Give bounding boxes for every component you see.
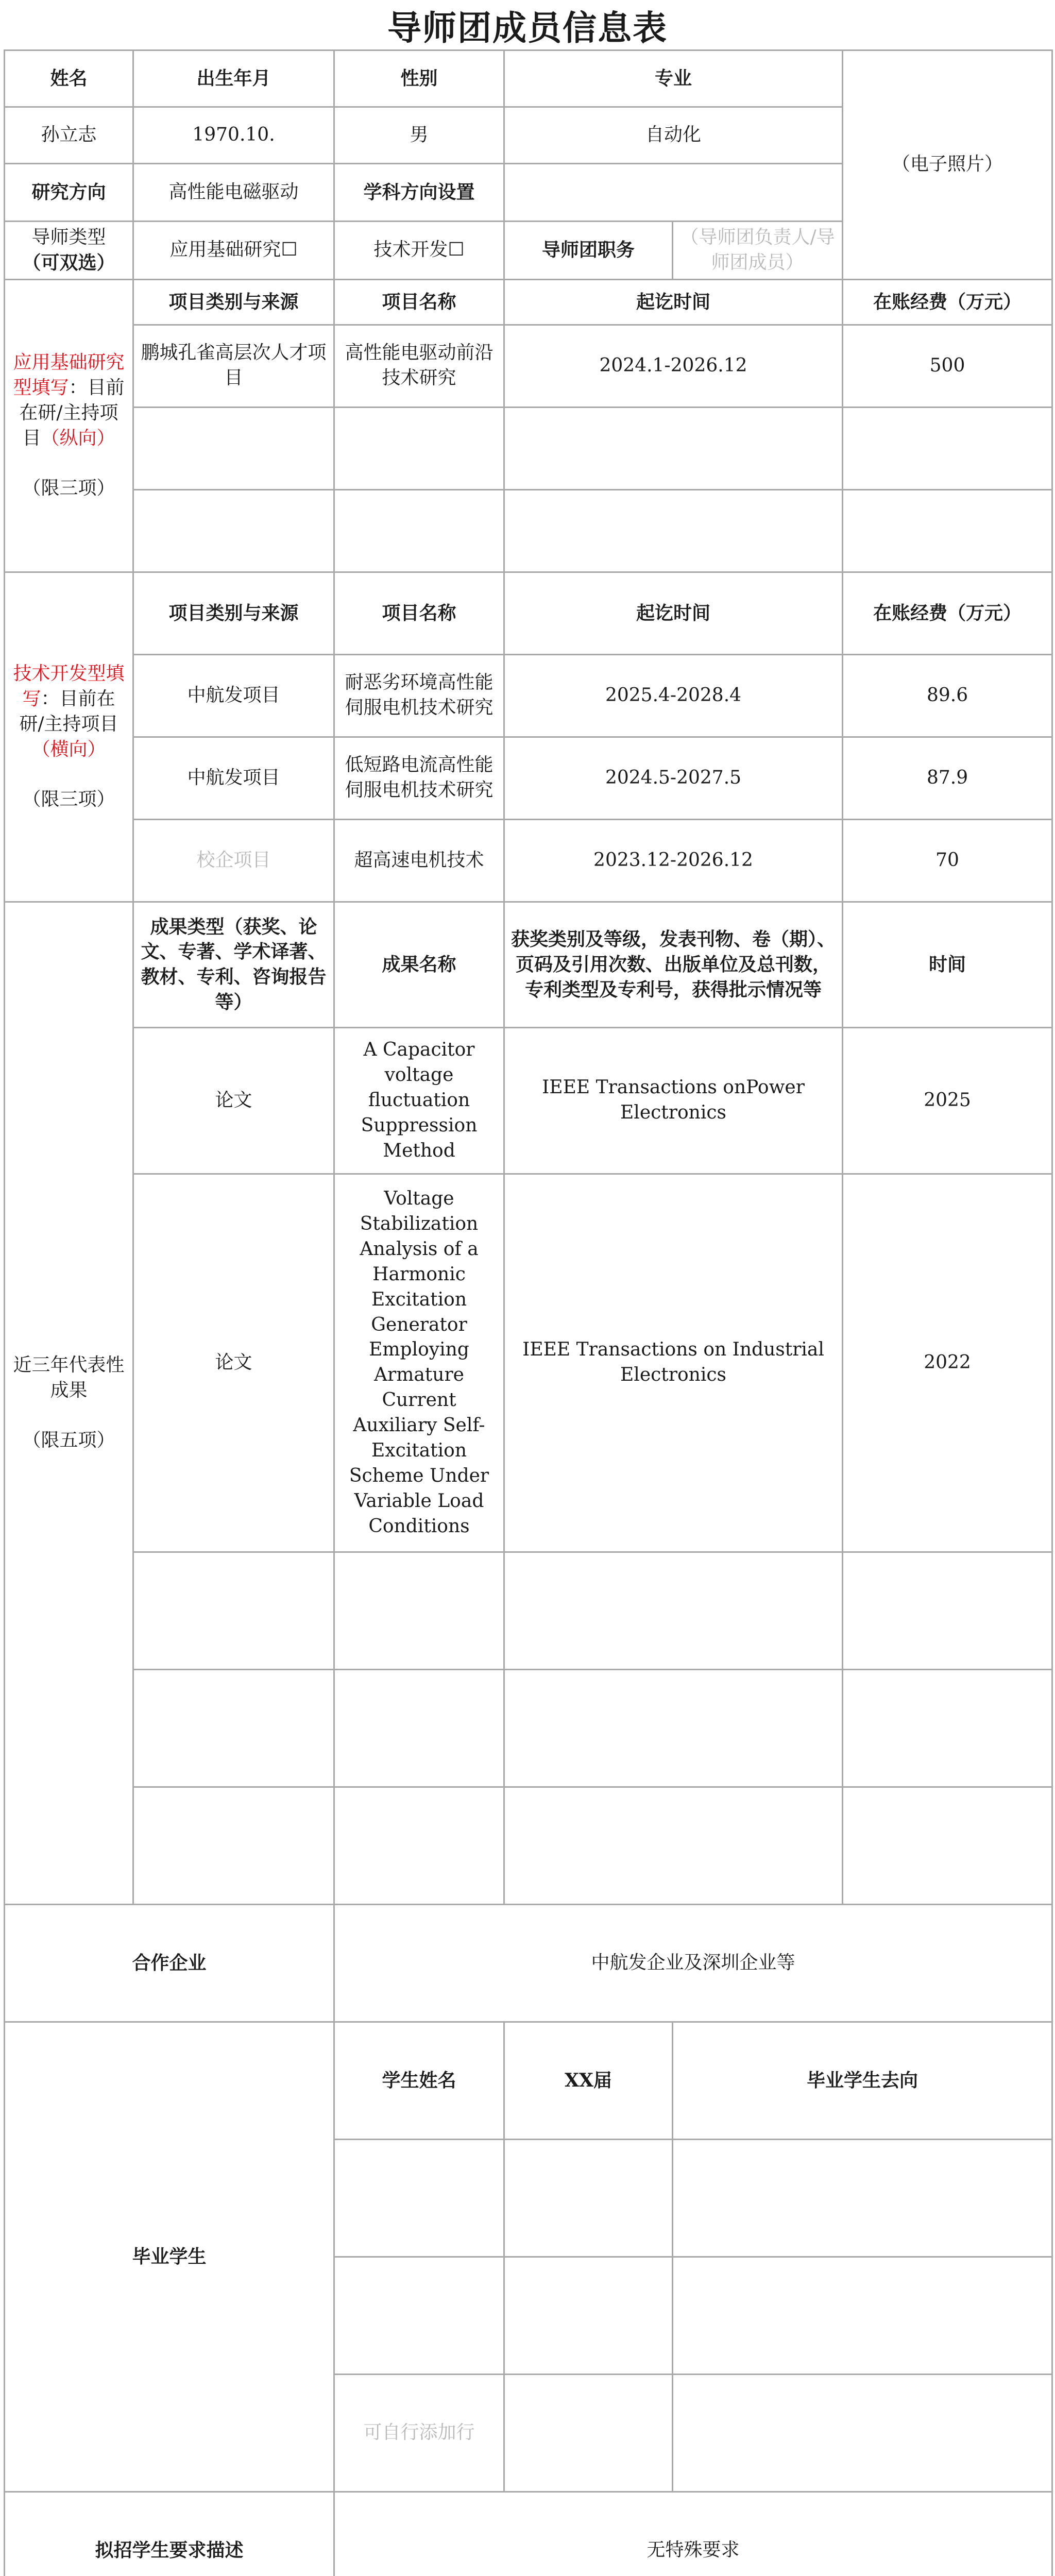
achievement2-name: Voltage Stabilization Analysis of a Harmonic Excitation Generator Employing Armature Current Auxiliary Self-Excitation Scheme Under Variable Load Conditions	[334, 1174, 504, 1552]
graduates-add-row-hint[interactable]: 可自行添加行	[334, 2374, 504, 2492]
graduates-header-class: XX届	[504, 2022, 673, 2139]
tech-side-red: 技术开发型填写	[13, 663, 125, 709]
applied-header-name: 项目名称	[334, 279, 504, 325]
major-value: 自动化	[504, 107, 843, 164]
achievements-header-name: 成果名称	[334, 902, 504, 1027]
tech-header-source: 项目类别与来源	[133, 572, 334, 654]
option-tech-checkbox[interactable]: 技术开发☐	[334, 222, 504, 280]
applied-side-limit: （限三项）	[22, 477, 115, 499]
tech-side-red2: （横向）	[31, 738, 106, 760]
applied-row1-funds: 500	[843, 325, 1052, 407]
achievements-header-year: 时间	[843, 902, 1052, 1027]
graduate3-class[interactable]	[504, 2374, 673, 2492]
applied-projects-side-label	[5, 279, 133, 572]
requirements-label: 拟招学生要求描述	[5, 2492, 334, 2576]
table-row	[5, 1174, 1052, 1552]
achievements-header-type: 成果类型（获奖、论文、专著、学术译著、教材、专利、咨询报告等）	[133, 902, 334, 1027]
achievement5-type[interactable]	[133, 1787, 334, 1904]
applied-row2-name[interactable]	[334, 407, 504, 489]
table-row	[5, 1027, 1052, 1174]
table-row	[5, 654, 1052, 737]
table-row	[5, 737, 1052, 819]
applied-row3-period[interactable]	[504, 489, 843, 572]
mentor-role-placeholder[interactable]: （导师团负责人/导师团成员）	[673, 222, 843, 280]
applied-header-period: 起讫时间	[504, 279, 843, 325]
birth-value: 1970.10.	[133, 107, 334, 164]
tech-row3-funds: 70	[843, 819, 1052, 902]
tech-row1-funds: 89.6	[843, 654, 1052, 737]
table-row	[5, 407, 1052, 489]
tech-row1-source: 中航发项目	[133, 654, 334, 737]
research-direction-value: 高性能电磁驱动	[133, 164, 334, 222]
tech-header-period: 起讫时间	[504, 572, 843, 654]
tech-row2-name: 低短路电流高性能伺服电机技术研究	[334, 737, 504, 819]
achievements-side-text: 近三年代表性成果	[13, 1354, 125, 1401]
tech-side-black: 目前在研/主持项目	[19, 688, 118, 735]
achievement4-name[interactable]	[334, 1669, 504, 1787]
mentor-info-table	[4, 49, 1053, 2576]
tech-side-limit: （限三项）	[22, 788, 115, 810]
graduates-header-name: 学生姓名	[334, 2022, 504, 2139]
tech-row3-source: 校企项目	[133, 819, 334, 902]
tech-header-funds: 在账经费（万元）	[843, 572, 1052, 654]
tech-row2-source: 中航发项目	[133, 737, 334, 819]
mentor-role-label: 导师团职务	[504, 222, 673, 280]
tech-row1-name: 耐恶劣环境高性能伺服电机技术研究	[334, 654, 504, 737]
applied-row2-source[interactable]	[133, 407, 334, 489]
applied-row1-source: 鹏城孔雀高层次人才项目	[133, 325, 334, 407]
applied-row2-funds[interactable]	[843, 407, 1052, 489]
partner-label: 合作企业	[5, 1904, 334, 2022]
tech-side-colon: ：	[41, 688, 60, 709]
table-row	[5, 489, 1052, 572]
mentor-type-label-line1: 导师类型	[31, 227, 106, 248]
major-label: 专业	[504, 50, 843, 107]
graduate1-name[interactable]	[334, 2139, 504, 2257]
gender-label: 性别	[334, 50, 504, 107]
mentor-type-label	[5, 222, 133, 280]
achievement1-detail: IEEE Transactions onPower Electronics	[504, 1027, 843, 1174]
achievement2-type: 论文	[133, 1174, 334, 1552]
tech-projects-side-label	[5, 572, 133, 902]
table-row	[5, 819, 1052, 902]
discipline-value[interactable]	[504, 164, 843, 222]
achievement3-type[interactable]	[133, 1552, 334, 1669]
achievements-side-limit: （限五项）	[22, 1429, 115, 1451]
table-row	[5, 1552, 1052, 1669]
graduate1-class[interactable]	[504, 2139, 673, 2257]
tech-row1-period: 2025.4-2028.4	[504, 654, 843, 737]
option-applied-checkbox[interactable]: 应用基础研究☐	[133, 222, 334, 280]
achievement3-year[interactable]	[843, 1552, 1052, 1669]
applied-side-black: 目前在研/主持项目	[19, 377, 125, 449]
graduate1-destination[interactable]	[673, 2139, 1052, 2257]
birth-label: 出生年月	[133, 50, 334, 107]
graduate3-destination[interactable]	[673, 2374, 1052, 2492]
page-title: 导师团成员信息表	[387, 7, 668, 48]
graduates-label: 毕业学生	[5, 2022, 334, 2492]
achievement4-detail[interactable]	[504, 1669, 843, 1787]
applied-row3-source[interactable]	[133, 489, 334, 572]
achievement5-year[interactable]	[843, 1787, 1052, 1904]
applied-row3-name[interactable]	[334, 489, 504, 572]
name-label: 姓名	[5, 50, 133, 107]
applied-row2-period[interactable]	[504, 407, 843, 489]
achievement2-detail: IEEE Transactions on Industrial Electronics	[504, 1174, 843, 1552]
graduate2-destination[interactable]	[673, 2257, 1052, 2374]
table-row	[5, 325, 1052, 407]
gender-value: 男	[334, 107, 504, 164]
table-row	[5, 1669, 1052, 1787]
applied-side-colon: ：	[69, 377, 88, 398]
tech-row2-period: 2024.5-2027.5	[504, 737, 843, 819]
partner-value: 中航发企业及深圳企业等	[334, 1904, 1052, 2022]
applied-row3-funds[interactable]	[843, 489, 1052, 572]
applied-header-source: 项目类别与来源	[133, 279, 334, 325]
graduates-header-destination: 毕业学生去向	[673, 2022, 1052, 2139]
name-value: 孙立志	[5, 107, 133, 164]
tech-row2-funds: 87.9	[843, 737, 1052, 819]
graduate2-name[interactable]	[334, 2257, 504, 2374]
achievement3-name[interactable]	[334, 1552, 504, 1669]
achievements-side-label	[5, 902, 133, 1904]
achievements-header-detail: 获奖类别及等级，发表刊物、卷（期）、页码及引用次数、出版单位及总刊数，专利类型及专利号，获得批示情况等	[504, 902, 843, 1027]
table-row	[5, 1787, 1052, 1904]
photo-cell[interactable]	[843, 50, 1052, 280]
applied-header-funds: 在账经费（万元）	[843, 279, 1052, 325]
applied-row1-name: 高性能电驱动前沿技术研究	[334, 325, 504, 407]
applied-row1-period: 2024.1-2026.12	[504, 325, 843, 407]
requirements-value: 无特殊要求	[334, 2492, 1052, 2576]
applied-side-red: 应用基础研究型填写	[13, 352, 125, 398]
tech-row3-name: 超高速电机技术	[334, 819, 504, 902]
achievement5-detail[interactable]	[504, 1787, 843, 1904]
achievement4-year[interactable]	[843, 1669, 1052, 1787]
achievement3-detail[interactable]	[504, 1552, 843, 1669]
achievement2-year: 2022	[843, 1174, 1052, 1552]
photo-placeholder: （电子照片）	[892, 154, 1003, 175]
achievement1-name: A Capacitor voltage fluctuation Suppression Method	[334, 1027, 504, 1174]
achievement1-type: 论文	[133, 1027, 334, 1174]
discipline-label: 学科方向设置	[334, 164, 504, 222]
mentor-type-label-line2: （可双选）	[22, 251, 115, 274]
achievement1-year: 2025	[843, 1027, 1052, 1174]
achievement5-name[interactable]	[334, 1787, 504, 1904]
achievement4-type[interactable]	[133, 1669, 334, 1787]
tech-header-name: 项目名称	[334, 572, 504, 654]
research-direction-label: 研究方向	[5, 164, 133, 222]
graduate2-class[interactable]	[504, 2257, 673, 2374]
tech-row3-period: 2023.12-2026.12	[504, 819, 843, 902]
applied-side-red2: （纵向）	[41, 427, 115, 449]
